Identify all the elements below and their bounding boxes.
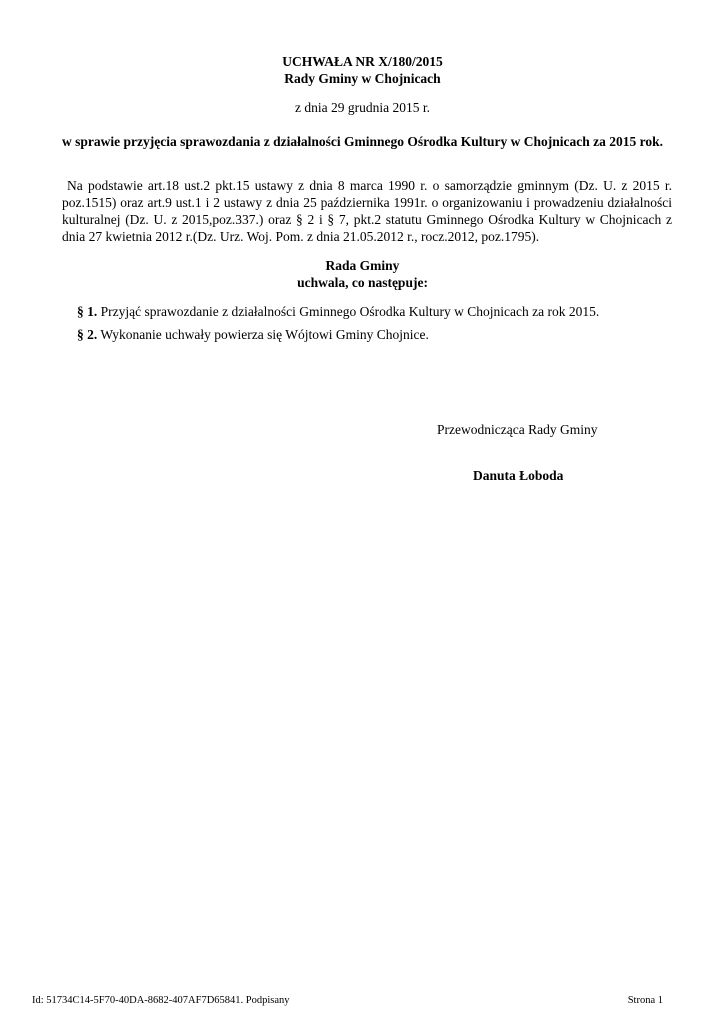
legal-basis: Na podstawie art.18 ust.2 pkt.15 ustawy z dnia 8 marca 1990 r. o samorządzie gminnym (Dz. U. z 2015 r. poz.1515) oraz art.9 ust.1 i 2 ustawy z dnia 25 października 1991r. o organizowaniu i prowadzeniu działalności kulturalnej (Dz. U. z 2015,poz.337.) oraz § 2 i § 7, pkt.2 statutu Gminnego Ośrodka Kultury w Chojnicach z dnia 27 kwietnia 2012 r.(Dz. Urz. Woj. Pom. z dnia 21.05.2012 r., rocz.2012, poz.1795). [62,178,672,244]
signatory-name: Danuta Łoboda [473,468,564,483]
decision-heading [0,257,725,291]
resolution-date: z dnia 29 grudnia 2015 r. [295,100,430,115]
paragraph-number: § 2. [77,327,98,342]
paragraph-2 [77,326,677,343]
resolution-subject: w sprawie przyjęcia sprawozdania z działalności Gminnego Ośrodka Kultury w Chojnicach za 2015 rok. [61,134,663,149]
paragraph-1 [77,303,677,320]
document-id-footer: Id: 51734C14-5F70-40DA-8682-407AF7D65841. Podpisany [32,995,290,1006]
decision-formula: uchwala, co następuje: [297,275,428,290]
paragraph-text: Przyjąć sprawozdanie z działalności Gminnego Ośrodka Kultury w Chojnicach za rok 2015. [97,304,600,319]
paragraph-text: Wykonanie uchwały powierza się Wójtowi Gminy Chojnice. [97,327,429,342]
paragraph-number: § 1. [77,304,98,319]
signatory-role: Przewodnicząca Rady Gminy [437,422,598,437]
resolution-title [0,53,725,87]
page-number: Strona 1 [627,995,663,1006]
decision-council: Rada Gminy [325,258,400,273]
council-name: Rady Gminy w Chojnicach [284,71,441,86]
resolution-number: UCHWAŁA NR X/180/2015 [282,54,443,69]
